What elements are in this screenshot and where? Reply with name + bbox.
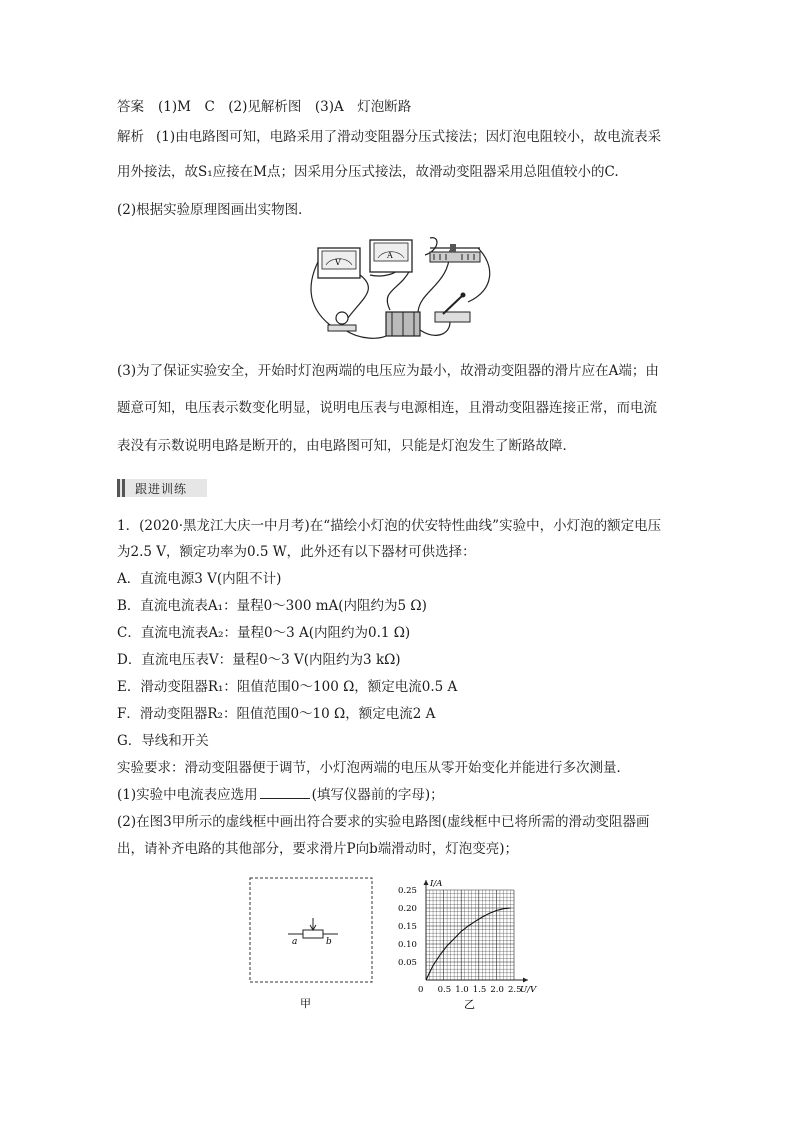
analysis-line-6: 表没有示数说明电路是断开的，由电路图可知，只能是灯泡发生了断路故障． [117, 438, 576, 454]
circuit-physical-figure [300, 230, 500, 345]
battery-device [386, 312, 420, 336]
answer-text: (1)M C (2)见解析图 (3)A 灯泡断路 [158, 99, 412, 115]
option-c: C．直流电流表A₂：量程0～3 A(内阻约为0.1 Ω) [117, 625, 411, 641]
analysis-label: 解析 [117, 129, 144, 145]
analysis-line-3: (2)根据实验原理图画出实物图． [117, 202, 312, 218]
figure-yi-caption: 乙 [464, 998, 475, 1011]
sub-question-2-line-1: (2)在图3甲所示的虚线框中画出符合要求的实验电路图(虚线框中已将所需的滑动变阻器画 [117, 814, 650, 830]
x-axis-arrow [523, 978, 528, 983]
x-tick-label: 2.5 [508, 985, 522, 995]
figure-yi-chart [396, 870, 556, 1015]
sub1-prefix: (1)实验中电流表应选用 [117, 787, 258, 803]
analysis-line-2: 用外接法，故S₁应接在M点；因采用分压式接法，故滑动变阻器采用总阻值较小的C. [117, 164, 619, 180]
figure-jia-caption: 甲 [300, 997, 311, 1010]
sub1-suffix: (填写仪器前的字母)； [311, 787, 444, 803]
ammeter-device [370, 240, 412, 272]
section-bar-1 [117, 479, 120, 497]
analysis-text-1: (1)由电路图可知，电路采用了滑动变阻器分压式接法；因灯泡电阻较小，故电流表采 [156, 129, 662, 145]
y-tick-label: 0.05 [398, 958, 417, 968]
answer-line [117, 98, 411, 116]
option-f: F．滑动变阻器R₂：阻值范围0～10 Ω，额定电流2 A [117, 706, 436, 722]
section-bar-2 [122, 479, 125, 497]
analysis-line-4: (3)为了保证实验安全，开始时灯泡两端的电压应为最小，故滑动变阻器的滑片应在A端；由 [117, 363, 659, 379]
option-g: G．导线和开关 [117, 733, 209, 749]
analysis-line-1 [117, 128, 661, 146]
option-e: E．滑动变阻器R₁：阻值范围0～100 Ω，额定电流0.5 A [117, 679, 458, 695]
voltmeter-label: V [335, 258, 341, 267]
ammeter-label: A [387, 251, 393, 260]
end-a-label: a [292, 937, 298, 947]
question-stem-1: 1．(2020·黑龙江大庆一中月考)在“描绘小灯泡的伏安特性曲线”实验中，小灯泡的额定电压 [117, 518, 662, 534]
bulb-device [328, 312, 356, 331]
switch-device [435, 293, 470, 323]
rheostat-device [430, 244, 480, 262]
origin-label: 0 [418, 985, 424, 995]
question-stem-2: 为2.5 V，额定功率为0.5 W，此外还有以下器材可供选择： [117, 544, 476, 560]
section-title: 跟进训练 [135, 482, 188, 496]
answer-label: 答案 [117, 99, 144, 115]
sub-question-1 [117, 786, 444, 804]
x-tick-label: 1.5 [472, 985, 487, 995]
option-a: A．直流电源3 V(内阻不计) [117, 571, 282, 587]
end-b-label: b [326, 937, 332, 947]
option-d: D．直流电压表V：量程0～3 V(内阻约为3 kΩ) [117, 652, 401, 668]
y-tick-label: 0.25 [398, 886, 417, 896]
y-tick-label: 0.10 [398, 940, 417, 950]
x-tick-label: 2.0 [490, 985, 504, 995]
y-tick-label: 0.20 [398, 904, 417, 914]
sub-question-2-line-2: 出，请补齐电路的其他部分，要求滑片P向b端滑动时，灯泡变亮)； [117, 841, 518, 857]
x-tick-label: 0.5 [437, 985, 452, 995]
rheostat-symbol[interactable] [288, 918, 338, 938]
voltmeter-device [318, 248, 360, 278]
answer-blank[interactable] [260, 786, 310, 799]
x-axis-label: U/V [520, 985, 537, 995]
option-b: B．直流电流表A₁：量程0～300 mA(内阻约为5 Ω) [117, 598, 427, 614]
y-axis-label: I/A [430, 879, 443, 889]
y-axis-arrow [424, 880, 429, 885]
figure-jia [248, 876, 378, 1011]
analysis-line-5: 题意可知，电压表示数变化明显，说明电压表与电源相连，且滑动变阻器连接正常，而电流 [117, 400, 657, 416]
x-tick-label: 1.0 [455, 985, 469, 995]
section-header [117, 479, 207, 497]
y-tick-label: 0.15 [398, 922, 417, 932]
requirement-line: 实验要求：滑动变阻器便于调节，小灯泡两端的电压从零开始变化并能进行多次测量． [117, 760, 630, 776]
